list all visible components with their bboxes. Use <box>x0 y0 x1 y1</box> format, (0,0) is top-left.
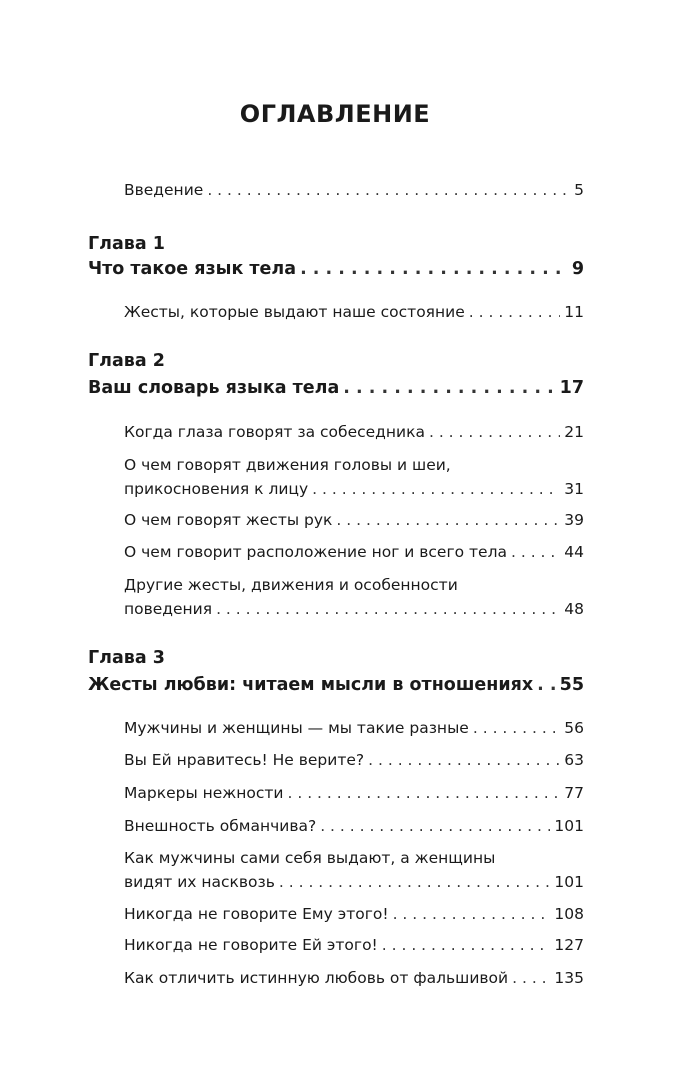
toc-page-number: 127 <box>554 936 584 954</box>
toc-entry-text: Маркеры нежности <box>124 784 284 802</box>
chapter-label: Глава 2 <box>88 351 165 371</box>
toc-entry[interactable] <box>124 902 584 926</box>
dot-leader <box>216 597 560 621</box>
toc-page-number: 39 <box>564 511 584 529</box>
toc-entry-text: Мужчины и женщины — мы такие разные <box>124 719 469 737</box>
chapter-label: Глава 1 <box>88 234 165 254</box>
page-title: ОГЛАВЛЕНИЕ <box>239 100 431 128</box>
toc-entry[interactable] <box>124 420 584 444</box>
toc-page-number: 44 <box>564 543 584 561</box>
toc-page-number: 5 <box>574 181 584 199</box>
dot-leader <box>343 376 555 400</box>
chapter-heading[interactable] <box>88 376 584 400</box>
toc-entry-text: Жесты, которые выдают наше состояние <box>124 303 465 321</box>
toc-entry-intro[interactable] <box>124 178 584 202</box>
dot-leader <box>312 477 560 501</box>
toc-entry[interactable] <box>124 300 584 324</box>
dot-leader <box>473 716 560 740</box>
dot-leader <box>300 257 568 281</box>
toc-entry[interactable] <box>124 748 584 772</box>
toc-page-number: 101 <box>554 817 584 835</box>
toc-entry-text: Другие жесты, движения и особенности <box>124 576 458 594</box>
chapter-heading[interactable] <box>88 673 584 697</box>
toc-entry[interactable] <box>124 573 584 621</box>
toc-page-number: 63 <box>564 751 584 769</box>
toc-entry-text: видят их насквозь <box>124 873 275 891</box>
toc-entry[interactable] <box>124 846 584 894</box>
toc-entry[interactable] <box>124 814 584 838</box>
toc-entry-text: Введение <box>124 181 204 199</box>
toc-page-number: 101 <box>554 873 584 891</box>
toc-entry-text: О чем говорят жесты рук <box>124 511 333 529</box>
toc-entry-text: Как мужчины сами себя выдают, а женщины <box>124 849 496 867</box>
dot-leader <box>393 902 551 926</box>
toc-page-number: 108 <box>554 905 584 923</box>
dot-leader <box>320 814 550 838</box>
chapter-heading-text: Что такое язык тела <box>88 259 297 279</box>
toc-page-number: 31 <box>564 480 584 498</box>
dot-leader <box>537 673 555 697</box>
toc-entry-text: поведения <box>124 600 213 618</box>
chapter-heading-text: Жесты любви: читаем мысли в отношениях <box>88 675 534 695</box>
toc-page-number: 135 <box>554 969 584 987</box>
toc-entry-text: Внешность обманчива? <box>124 817 317 835</box>
toc-page-number: 17 <box>559 378 584 398</box>
chapter-heading[interactable] <box>88 257 584 281</box>
toc-page-number: 48 <box>564 600 584 618</box>
toc-entry-text: Никогда не говорите Ему этого! <box>124 905 389 923</box>
toc-page-number: 56 <box>564 719 584 737</box>
toc-entry-text: Как отличить истинную любовь от фальшивой <box>124 969 509 987</box>
dot-leader <box>279 870 551 894</box>
toc-page-number: 11 <box>564 303 584 321</box>
dot-leader <box>368 748 560 772</box>
dot-leader <box>207 178 570 202</box>
toc-entry[interactable] <box>124 453 584 501</box>
dot-leader <box>429 420 560 444</box>
toc-entry-text: Вы Ей нравитесь! Не верите? <box>124 751 365 769</box>
toc-entry-text: Когда глаза говорят за собеседника <box>124 423 425 441</box>
dot-leader <box>469 300 561 324</box>
toc-entry-text: О чем говорят движения головы и шеи, <box>124 456 451 474</box>
toc-entry[interactable] <box>124 966 584 990</box>
toc-page-number: 55 <box>559 675 584 695</box>
toc-entry-text: О чем говорит расположение ног и всего тела <box>124 543 507 561</box>
dot-leader <box>511 540 560 564</box>
chapter-heading-text: Ваш словарь языка тела <box>88 378 340 398</box>
toc-page-number: 9 <box>571 259 584 279</box>
toc-entry[interactable] <box>124 933 584 957</box>
toc-entry[interactable] <box>124 781 584 805</box>
chapter-label: Глава 3 <box>88 648 165 668</box>
toc-entry-text: прикосновения к лицу <box>124 480 309 498</box>
toc-entry[interactable] <box>124 716 584 740</box>
dot-leader <box>382 933 551 957</box>
dot-leader <box>288 781 561 805</box>
toc-entry[interactable] <box>124 508 584 532</box>
dot-leader <box>512 966 550 990</box>
toc-page-number: 77 <box>564 784 584 802</box>
toc-entry-text: Никогда не говорите Ей этого! <box>124 936 378 954</box>
toc-entry[interactable] <box>124 540 584 564</box>
dot-leader <box>336 508 560 532</box>
toc-page-number: 21 <box>564 423 584 441</box>
